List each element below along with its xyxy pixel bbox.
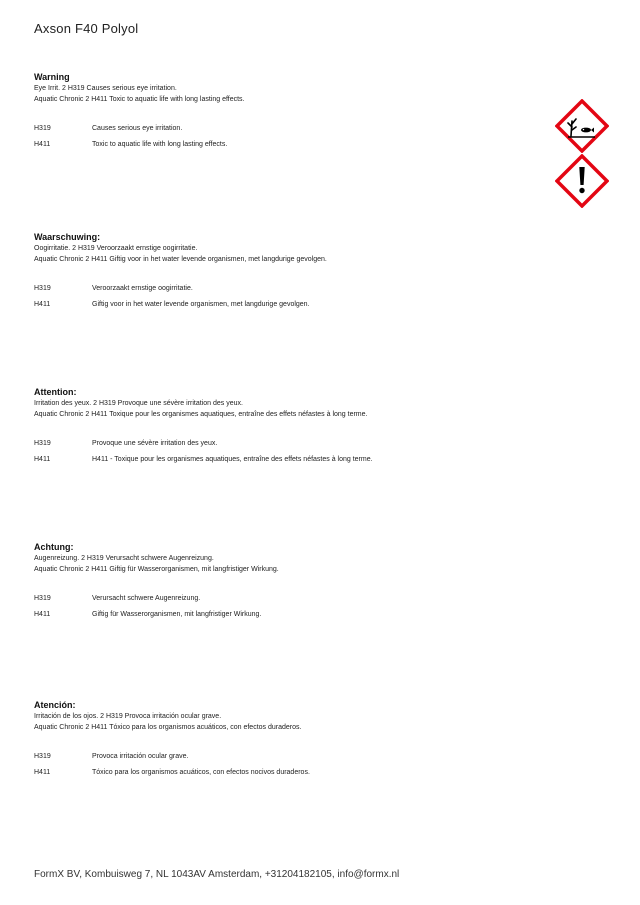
section-nl (34, 231, 554, 313)
statement-text: Provoque une sévère irritation des yeux. (92, 440, 218, 447)
hazard-statements (34, 121, 554, 153)
ghs-pictograms (555, 99, 609, 209)
statement-row (34, 281, 554, 297)
statement-code: H411 (34, 611, 51, 618)
statement-text: H411 - Toxique pour les organismes aquatiques, entraîne des effets néfastes à long terme. (92, 456, 373, 463)
statement-row (34, 297, 554, 313)
statement-code: H411 (34, 769, 51, 776)
section-fr (34, 386, 554, 468)
document-title: Axson F40 Polyol (34, 21, 139, 36)
statement-row (34, 591, 554, 607)
statement-code: H319 (34, 753, 51, 760)
statement-text: Tóxico para los organismos acuáticos, con efectos nocivos duraderos. (92, 769, 310, 776)
statement-row (34, 749, 554, 765)
section-heading: Atención: (34, 700, 76, 710)
statement-code: H319 (34, 440, 51, 447)
hazard-statements (34, 749, 554, 781)
statement-text: Provoca irritación ocular grave. (92, 753, 189, 760)
statement-row (34, 452, 554, 468)
section-heading: Attention: (34, 387, 77, 397)
statement-row (34, 436, 554, 452)
statement-row (34, 121, 554, 137)
classification-line: Aquatic Chronic 2 H411 Tóxico para los organismos acuáticos, con efectos duraderos. (34, 724, 302, 731)
classification-line: Oogirritatie. 2 H319 Veroorzaakt ernstige oogirritatie. (34, 245, 198, 252)
section-heading: Achtung: (34, 542, 74, 552)
statement-text: Giftig für Wasserorganismen, mit langfristiger Wirkung. (92, 611, 262, 618)
classification-line: Augenreizung. 2 H319 Verursacht schwere Augenreizung. (34, 555, 214, 562)
section-heading: Warning (34, 72, 70, 82)
statement-code: H411 (34, 456, 51, 463)
exclamation-mark-icon (555, 154, 609, 208)
section-en (34, 71, 554, 153)
statement-text: Veroorzaakt ernstige oogirritatie. (92, 285, 193, 292)
section-es (34, 699, 554, 781)
statement-row (34, 607, 554, 623)
classification-line: Eye Irrit. 2 H319 Causes serious eye irritation. (34, 85, 177, 92)
hazard-statements (34, 281, 554, 313)
statement-row (34, 765, 554, 781)
statement-code: H411 (34, 141, 51, 148)
section-de (34, 541, 554, 623)
hazard-statements (34, 591, 554, 623)
classification-line: Aquatic Chronic 2 H411 Giftig voor in het water levende organismen, met langdurige gevolgen. (34, 256, 327, 263)
environment-hazard-icon (555, 99, 609, 153)
classification-line: Aquatic Chronic 2 H411 Toxic to aquatic life with long lasting effects. (34, 96, 245, 103)
statement-code: H319 (34, 285, 51, 292)
statement-row (34, 137, 554, 153)
classification-line: Aquatic Chronic 2 H411 Giftig für Wasserorganismen, mit langfristiger Wirkung. (34, 566, 279, 573)
classification-line: Irritación de los ojos. 2 H319 Provoca irritación ocular grave. (34, 713, 222, 720)
statement-text: Toxic to aquatic life with long lasting effects. (92, 141, 228, 148)
statement-text: Causes serious eye irritation. (92, 125, 183, 132)
hazard-statements (34, 436, 554, 468)
classification-line: Aquatic Chronic 2 H411 Toxique pour les organismes aquatiques, entraîne des effets néfastes à long terme. (34, 411, 368, 418)
footer-contact: FormX BV, Kombuisweg 7, NL 1043AV Amsterdam, +31204182105, info@formx.nl (34, 869, 400, 880)
statement-text: Giftig voor in het water levende organismen, met langdurige gevolgen. (92, 301, 310, 308)
section-heading: Waarschuwing: (34, 232, 101, 242)
statement-code: H319 (34, 595, 51, 602)
classification-line: Irritation des yeux. 2 H319 Provoque une sévère irritation des yeux. (34, 400, 243, 407)
statement-code: H319 (34, 125, 51, 132)
statement-text: Verursacht schwere Augenreizung. (92, 595, 201, 602)
statement-code: H411 (34, 301, 51, 308)
